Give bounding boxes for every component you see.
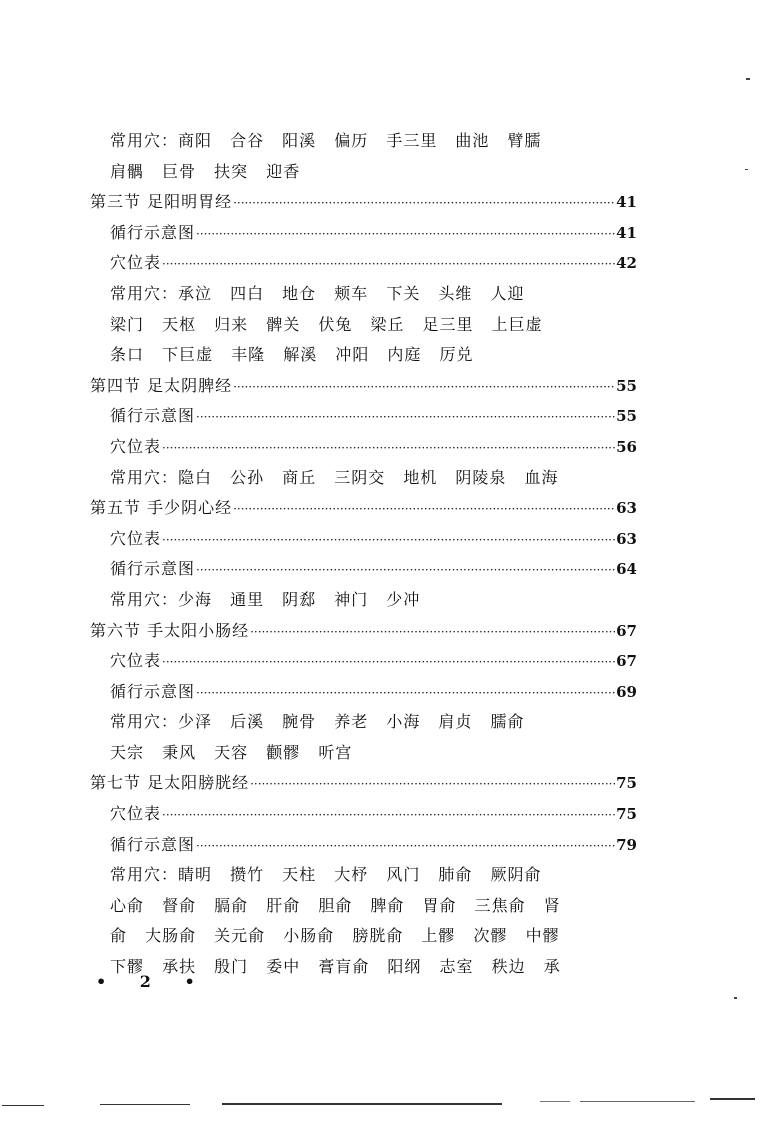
toc-page-number: 55 [616, 407, 637, 426]
toc-entry-label: 第三节 足阳明胃经 [90, 192, 233, 212]
table-of-contents [90, 126, 637, 983]
toc-page-number: 41 [616, 193, 637, 212]
dot-leader [233, 494, 615, 525]
toc-section-entry[interactable] [90, 371, 637, 402]
toc-section-entry[interactable] [90, 187, 637, 218]
toc-entry-label: 循行示意图 [110, 222, 196, 242]
toc-subentry[interactable] [90, 799, 637, 830]
acupoint-list-line: 常用穴：商阳 合谷 阳溪 偏历 手三里 曲池 臂臑 [110, 131, 542, 150]
toc-entry-label: 穴位表 [110, 651, 162, 671]
toc-entry-label: 穴位表 [110, 528, 162, 548]
acupoint-list-line: 心俞 督俞 膈俞 肝俞 胆俞 脾俞 胃俞 三焦俞 肾 [110, 895, 561, 915]
acupoint-list-line: 梁门 天枢 归来 髀关 伏兔 梁丘 足三里 上巨虚 [110, 314, 543, 334]
toc-entry-label: 循行示意图 [110, 406, 196, 426]
dot-leader [233, 372, 615, 403]
toc-section-entry[interactable] [90, 768, 637, 799]
toc-subentry[interactable] [90, 218, 637, 249]
dot-leader [196, 831, 615, 862]
toc-page-number: 55 [616, 376, 637, 395]
scan-edge-line [710, 1098, 755, 1100]
toc-entry-label: 第六节 手太阳小肠经 [90, 620, 250, 640]
dot-leader [233, 188, 615, 219]
toc-subentry[interactable] [90, 646, 637, 677]
toc-entry-label: 第五节 手少阴心经 [90, 498, 233, 518]
dot-leader [162, 249, 615, 280]
toc-entry-label: 第四节 足太阴脾经 [90, 375, 233, 395]
acupoint-list-line: 条口 下巨虚 丰隆 解溪 冲阳 内庭 厉兑 [110, 345, 474, 365]
scan-edge-line [100, 1104, 190, 1105]
scan-edge-line [540, 1101, 570, 1102]
acupoint-list-line: 常用穴：少海 通里 阴郄 神门 少冲 [110, 589, 421, 609]
acupoint-list-line: 常用穴：隐白 公孙 商丘 三阴交 地机 阴陵泉 血海 [110, 467, 559, 487]
toc-page-number: 63 [616, 499, 637, 518]
dot-leader [250, 769, 615, 800]
dot-leader [196, 678, 615, 709]
acupoint-list-line: 俞 大肠俞 关元俞 小肠俞 膀胱俞 上髎 次髎 中髎 [110, 926, 560, 946]
scan-speck [745, 169, 748, 170]
toc-subentry[interactable] [90, 677, 637, 708]
toc-page-number: 69 [616, 682, 637, 701]
scan-speck [746, 78, 750, 80]
toc-page-number: 75 [616, 774, 637, 793]
toc-subentry[interactable] [90, 432, 637, 463]
dot-leader [162, 800, 615, 831]
toc-subentry[interactable] [90, 830, 637, 861]
toc-entry-label: 穴位表 [110, 253, 162, 273]
dot-leader [196, 402, 615, 433]
scan-edge-line [222, 1103, 502, 1105]
acupoint-list-line: 天宗 秉风 天容 颧髎 听宫 [110, 742, 353, 762]
toc-entry-label: 穴位表 [110, 804, 162, 824]
dot-leader [162, 525, 615, 556]
toc-page-number: 67 [616, 621, 637, 640]
acupoint-list-line: 常用穴：承泣 四白 地仓 颊车 下关 头维 人迎 [110, 283, 525, 303]
dot-leader [196, 219, 615, 250]
toc-entry-label: 穴位表 [110, 436, 162, 456]
toc-entry-label: 循行示意图 [110, 834, 196, 854]
toc-entry-label: 第七节 足太阳膀胱经 [90, 773, 250, 793]
toc-subentry[interactable] [90, 248, 637, 279]
acupoint-list-line: 下髎 承扶 殷门 委中 膏肓俞 阳纲 志室 秩边 承 [110, 957, 561, 977]
toc-section-entry[interactable] [90, 616, 637, 647]
acupoint-list-line: 常用穴：少泽 后溪 腕骨 养老 小海 肩贞 臑俞 [110, 712, 525, 732]
toc-section-entry[interactable] [90, 493, 637, 524]
toc-subentry[interactable] [90, 554, 637, 585]
toc-entry-label: 循行示意图 [110, 681, 196, 701]
scan-edge-line [2, 1105, 44, 1106]
toc-page-number: 67 [616, 652, 637, 671]
dot-leader [196, 555, 615, 586]
toc-subentry[interactable] [90, 524, 637, 555]
toc-page-number: 41 [616, 223, 637, 242]
toc-page-number: 79 [616, 835, 637, 854]
acupoint-list-line: 常用穴：睛明 攒竹 天柱 大杼 风门 肺俞 厥阴俞 [110, 865, 542, 885]
scan-edge-line [580, 1101, 695, 1102]
toc-page-number: 64 [616, 560, 637, 579]
toc-page-number: 56 [616, 437, 637, 456]
dot-leader [162, 433, 615, 464]
dot-leader [162, 647, 615, 678]
toc-subentry[interactable] [90, 401, 637, 432]
toc-page-number: 42 [616, 254, 637, 273]
scan-speck [734, 997, 737, 999]
toc-page-number: 75 [616, 805, 637, 824]
acupoint-list-line: 肩髃 巨骨 扶突 迎香 [110, 161, 301, 181]
toc-page-number: 63 [616, 529, 637, 548]
page-number: • 2 • [96, 972, 209, 991]
toc-entry-label: 循行示意图 [110, 559, 196, 579]
dot-leader [250, 617, 615, 648]
